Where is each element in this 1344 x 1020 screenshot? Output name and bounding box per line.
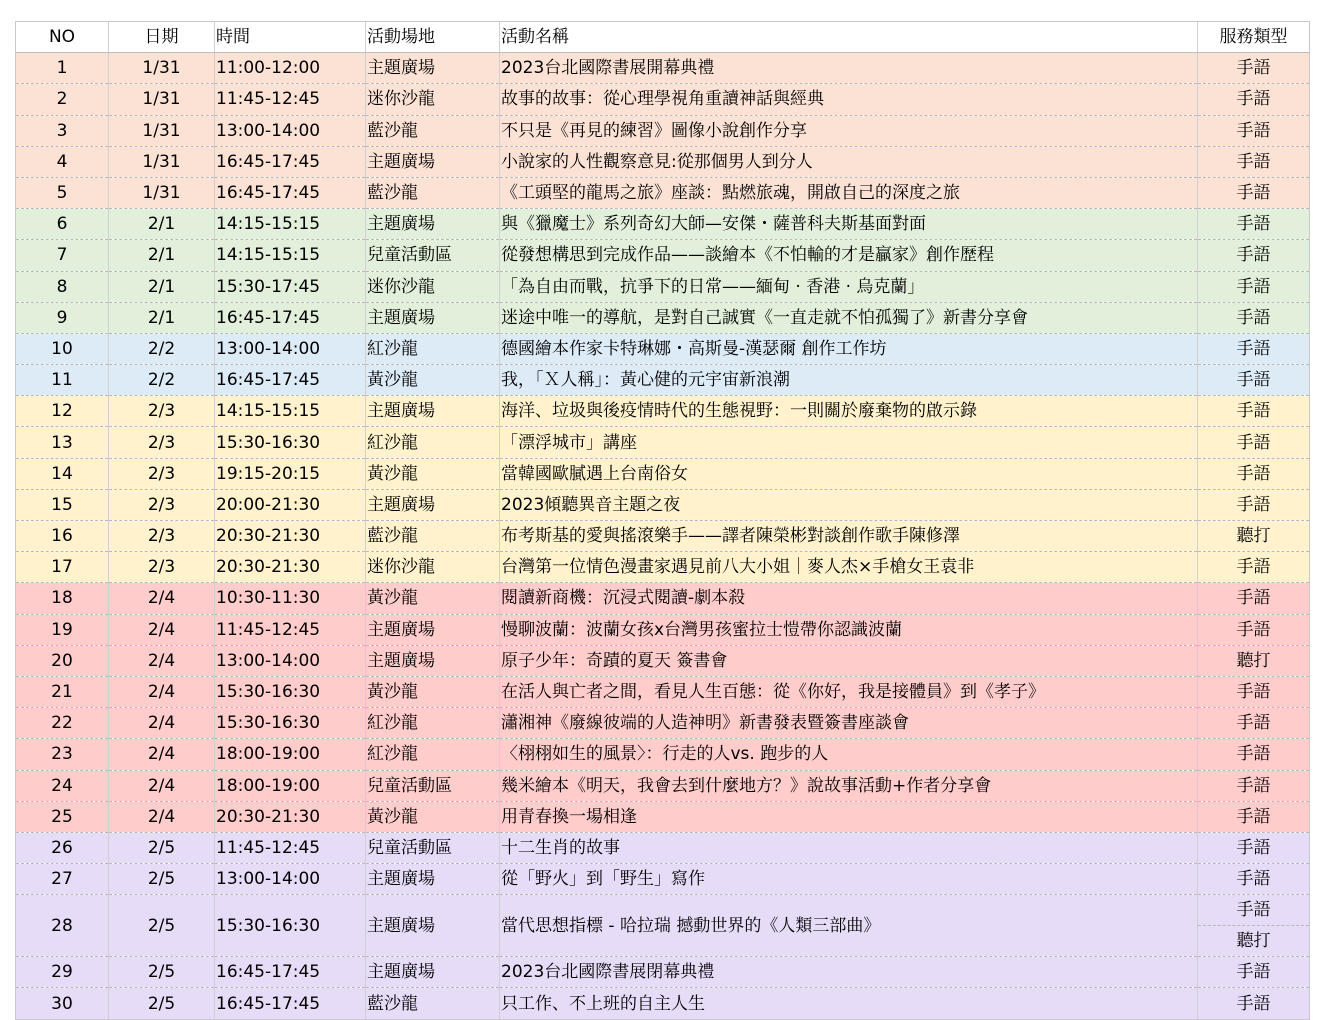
row-no: 12	[16, 396, 109, 427]
row-date: 2/4	[109, 614, 215, 645]
row-service-type: 手語	[1198, 708, 1310, 739]
row-activity-name: 小說家的人性觀察意見:從那個男人到分人	[500, 146, 1198, 177]
row-venue: 主題廣場	[366, 489, 500, 520]
row-venue: 兒童活動區	[366, 240, 500, 271]
row-no: 21	[16, 676, 109, 707]
row-service-type: 手語	[1198, 552, 1310, 583]
row-activity-name: 當韓國歐膩遇上台南俗女	[500, 458, 1198, 489]
row-time: 20:30-21:30	[215, 521, 366, 552]
row-service-type: 手語	[1198, 801, 1310, 832]
row-venue: 藍沙龍	[366, 115, 500, 146]
row-no: 6	[16, 209, 109, 240]
row-service-type: 手語	[1198, 115, 1310, 146]
table-row	[16, 864, 1310, 895]
row-activity-name: 〈栩栩如生的風景〉：行走的人vs. 跑步的人	[500, 739, 1198, 770]
row-time: 10:30-11:30	[215, 583, 366, 614]
table-row	[16, 801, 1310, 832]
row-no: 20	[16, 645, 109, 676]
row-date: 1/31	[109, 53, 215, 84]
row-activity-name: 閱讀新商機：沉浸式閱讀-劇本殺	[500, 583, 1198, 614]
row-date: 2/1	[109, 302, 215, 333]
row-venue: 兒童活動區	[366, 770, 500, 801]
header-no: NO	[16, 22, 109, 53]
table-row	[16, 146, 1310, 177]
row-service-type	[1198, 895, 1310, 957]
row-time: 15:30-16:30	[215, 427, 366, 458]
table-row	[16, 240, 1310, 271]
row-date: 1/31	[109, 177, 215, 208]
row-venue: 藍沙龍	[366, 521, 500, 552]
row-venue: 主題廣場	[366, 957, 500, 988]
row-date: 2/5	[109, 895, 215, 957]
table-row	[16, 396, 1310, 427]
row-date: 1/31	[109, 84, 215, 115]
row-time: 15:30-16:30	[215, 676, 366, 707]
row-activity-name: 原子少年：奇蹟的夏天 簽書會	[500, 645, 1198, 676]
row-time: 14:15-15:15	[215, 240, 366, 271]
header-date: 日期	[109, 22, 215, 53]
row-time: 15:30-17:45	[215, 271, 366, 302]
row-venue: 迷你沙龍	[366, 84, 500, 115]
row-activity-name: 瀟湘神《廢線彼端的人造神明》新書發表暨簽書座談會	[500, 708, 1198, 739]
row-service-type: 手語	[1198, 489, 1310, 520]
row-service-type: 手語	[1198, 53, 1310, 84]
row-date: 2/3	[109, 458, 215, 489]
row-activity-name: 只工作、不上班的自主人生	[500, 988, 1198, 1019]
row-date: 2/4	[109, 801, 215, 832]
row-no: 25	[16, 801, 109, 832]
table-row	[16, 489, 1310, 520]
row-activity-name: 「為自由而戰，抗爭下的日常——緬甸 · 香港 · 烏克蘭」	[500, 271, 1198, 302]
row-no: 30	[16, 988, 109, 1019]
row-date: 2/4	[109, 645, 215, 676]
table-row	[16, 583, 1310, 614]
row-time: 16:45-17:45	[215, 365, 366, 396]
row-activity-name: 台灣第一位情色漫畫家遇見前八大小姐｜麥人杰×手槍女王袁非	[500, 552, 1198, 583]
row-activity-name: 布考斯基的愛與搖滾樂手——譯者陳榮彬對談創作歌手陳修澤	[500, 521, 1198, 552]
row-time: 16:45-17:45	[215, 957, 366, 988]
row-time: 15:30-16:30	[215, 708, 366, 739]
service-type-entry: 聽打	[1236, 931, 1271, 952]
table-row	[16, 770, 1310, 801]
row-venue: 主題廣場	[366, 302, 500, 333]
row-activity-name: 用青春換一場相逢	[500, 801, 1198, 832]
row-time: 20:30-21:30	[215, 801, 366, 832]
row-date: 2/5	[109, 988, 215, 1019]
row-service-type: 手語	[1198, 240, 1310, 271]
row-no: 8	[16, 271, 109, 302]
row-venue: 黃沙龍	[366, 583, 500, 614]
row-date: 2/3	[109, 489, 215, 520]
row-activity-name: 我，「Ｘ人稱」：黃心健的元宇宙新浪潮	[500, 365, 1198, 396]
row-activity-name: 《工頭堅的龍馬之旅》座談：點燃旅魂，開啟自己的深度之旅	[500, 177, 1198, 208]
row-service-type: 手語	[1198, 770, 1310, 801]
table-row	[16, 209, 1310, 240]
row-venue: 主題廣場	[366, 614, 500, 645]
row-date: 1/31	[109, 146, 215, 177]
row-service-type: 手語	[1198, 209, 1310, 240]
row-service-type: 手語	[1198, 676, 1310, 707]
row-venue: 黃沙龍	[366, 676, 500, 707]
row-date: 2/4	[109, 739, 215, 770]
row-service-type: 手語	[1198, 988, 1310, 1019]
row-date: 2/4	[109, 708, 215, 739]
row-date: 1/31	[109, 115, 215, 146]
row-date: 2/5	[109, 957, 215, 988]
row-no: 3	[16, 115, 109, 146]
row-no: 10	[16, 333, 109, 364]
row-no: 15	[16, 489, 109, 520]
row-no: 7	[16, 240, 109, 271]
row-activity-name: 迷途中唯一的導航，是對自己誠實《一直走就不怕孤獨了》新書分享會	[500, 302, 1198, 333]
row-time: 14:15-15:15	[215, 396, 366, 427]
table-row	[16, 458, 1310, 489]
row-no: 9	[16, 302, 109, 333]
table-row	[16, 177, 1310, 208]
row-time: 13:00-14:00	[215, 864, 366, 895]
row-activity-name: 慢聊波蘭：波蘭女孩x台灣男孩蜜拉士愷帶你認識波蘭	[500, 614, 1198, 645]
table-row	[16, 333, 1310, 364]
row-venue: 迷你沙龍	[366, 552, 500, 583]
table-row	[16, 645, 1310, 676]
row-service-type: 聽打	[1198, 645, 1310, 676]
row-service-type: 手語	[1198, 271, 1310, 302]
row-service-type: 手語	[1198, 957, 1310, 988]
row-venue: 藍沙龍	[366, 988, 500, 1019]
row-date: 2/4	[109, 676, 215, 707]
row-time: 11:45-12:45	[215, 614, 366, 645]
table-row	[16, 739, 1310, 770]
row-activity-name: 十二生肖的故事	[500, 832, 1198, 863]
row-no: 1	[16, 53, 109, 84]
row-time: 15:30-16:30	[215, 895, 366, 957]
row-time: 18:00-19:00	[215, 770, 366, 801]
row-service-type: 手語	[1198, 739, 1310, 770]
row-no: 23	[16, 739, 109, 770]
row-venue: 主題廣場	[366, 895, 500, 957]
row-venue: 紅沙龍	[366, 427, 500, 458]
row-no: 26	[16, 832, 109, 863]
row-activity-name: 德國繪本作家卡特琳娜・高斯曼-漢瑟爾 創作工作坊	[500, 333, 1198, 364]
row-date: 2/3	[109, 396, 215, 427]
row-date: 2/2	[109, 365, 215, 396]
row-activity-name: 2023台北國際書展開幕典禮	[500, 53, 1198, 84]
row-date: 2/3	[109, 521, 215, 552]
header-venue: 活動場地	[366, 22, 500, 53]
row-service-type: 手語	[1198, 177, 1310, 208]
row-time: 13:00-14:00	[215, 115, 366, 146]
row-time: 11:00-12:00	[215, 53, 366, 84]
table-row	[16, 988, 1310, 1019]
row-date: 2/4	[109, 770, 215, 801]
row-venue: 主題廣場	[366, 645, 500, 676]
row-activity-name: 不只是《再見的練習》圖像小說創作分享	[500, 115, 1198, 146]
row-venue: 紅沙龍	[366, 708, 500, 739]
row-no: 17	[16, 552, 109, 583]
row-time: 14:15-15:15	[215, 209, 366, 240]
row-no: 19	[16, 614, 109, 645]
row-date: 2/5	[109, 864, 215, 895]
row-date: 2/1	[109, 271, 215, 302]
row-no: 13	[16, 427, 109, 458]
table-row	[16, 614, 1310, 645]
row-no: 16	[16, 521, 109, 552]
row-service-type: 手語	[1198, 302, 1310, 333]
table-row	[16, 832, 1310, 863]
row-venue: 迷你沙龍	[366, 271, 500, 302]
table-body	[16, 53, 1310, 1019]
row-no: 14	[16, 458, 109, 489]
row-time: 16:45-17:45	[215, 177, 366, 208]
table-row	[16, 271, 1310, 302]
header-row	[16, 22, 1310, 53]
table-row	[16, 115, 1310, 146]
header-time: 時間	[215, 22, 366, 53]
row-activity-name: 2023台北國際書展閉幕典禮	[500, 957, 1198, 988]
row-service-type: 手語	[1198, 832, 1310, 863]
row-venue: 黃沙龍	[366, 458, 500, 489]
row-date: 2/1	[109, 240, 215, 271]
row-venue: 主題廣場	[366, 209, 500, 240]
row-service-type: 聽打	[1198, 521, 1310, 552]
table-row	[16, 53, 1310, 84]
row-time: 18:00-19:00	[215, 739, 366, 770]
row-no: 22	[16, 708, 109, 739]
table-row	[16, 957, 1310, 988]
row-service-type: 手語	[1198, 365, 1310, 396]
row-service-type: 手語	[1198, 84, 1310, 115]
row-no: 4	[16, 146, 109, 177]
row-service-type: 手語	[1198, 614, 1310, 645]
header-activity-name: 活動名稱	[500, 22, 1198, 53]
row-service-type: 手語	[1198, 458, 1310, 489]
row-activity-name: 故事的故事：從心理學視角重讀神話與經典	[500, 84, 1198, 115]
row-venue: 主題廣場	[366, 53, 500, 84]
table-row	[16, 708, 1310, 739]
row-activity-name: 幾米繪本《明天，我會去到什麼地方？》說故事活動+作者分享會	[500, 770, 1198, 801]
row-activity-name: 當代思想指標 - 哈拉瑞 撼動世界的《人類三部曲》	[500, 895, 1198, 957]
row-service-type: 手語	[1198, 427, 1310, 458]
row-no: 5	[16, 177, 109, 208]
table-row	[16, 427, 1310, 458]
row-activity-name: 從發想構思到完成作品——談繪本《不怕輸的才是贏家》創作歷程	[500, 240, 1198, 271]
row-no: 11	[16, 365, 109, 396]
row-time: 16:45-17:45	[215, 988, 366, 1019]
row-venue: 黃沙龍	[366, 365, 500, 396]
row-time: 11:45-12:45	[215, 84, 366, 115]
table-row	[16, 676, 1310, 707]
row-service-type: 手語	[1198, 396, 1310, 427]
row-time: 20:00-21:30	[215, 489, 366, 520]
schedule-table	[15, 21, 1310, 1020]
row-activity-name: 「漂浮城市」講座	[500, 427, 1198, 458]
row-date: 2/2	[109, 333, 215, 364]
row-activity-name: 與《獵魔士》系列奇幻大師—安傑・薩普科夫斯基面對面	[500, 209, 1198, 240]
row-time: 19:15-20:15	[215, 458, 366, 489]
row-no: 29	[16, 957, 109, 988]
row-venue: 主題廣場	[366, 864, 500, 895]
service-type-entry: 手語	[1198, 895, 1309, 926]
row-venue: 紅沙龍	[366, 739, 500, 770]
row-time: 20:30-21:30	[215, 552, 366, 583]
row-time: 16:45-17:45	[215, 146, 366, 177]
row-activity-name: 海洋、垃圾與後疫情時代的生態視野：一則關於廢棄物的啟示錄	[500, 396, 1198, 427]
table-row	[16, 521, 1310, 552]
row-date: 2/3	[109, 552, 215, 583]
row-no: 2	[16, 84, 109, 115]
row-date: 2/4	[109, 583, 215, 614]
row-service-type: 手語	[1198, 583, 1310, 614]
table-row	[16, 84, 1310, 115]
row-time: 11:45-12:45	[215, 832, 366, 863]
row-service-type: 手語	[1198, 864, 1310, 895]
row-venue: 黃沙龍	[366, 801, 500, 832]
row-time: 13:00-14:00	[215, 333, 366, 364]
row-time: 13:00-14:00	[215, 645, 366, 676]
row-venue: 兒童活動區	[366, 832, 500, 863]
row-venue: 紅沙龍	[366, 333, 500, 364]
table-row	[16, 552, 1310, 583]
row-date: 2/3	[109, 427, 215, 458]
row-venue: 藍沙龍	[366, 177, 500, 208]
table-row	[16, 895, 1310, 957]
row-no: 24	[16, 770, 109, 801]
header-service-type: 服務類型	[1198, 22, 1310, 53]
row-service-type: 手語	[1198, 333, 1310, 364]
row-date: 2/5	[109, 832, 215, 863]
table-row	[16, 302, 1310, 333]
row-no: 27	[16, 864, 109, 895]
row-activity-name: 2023傾聽異音主題之夜	[500, 489, 1198, 520]
row-service-type: 手語	[1198, 146, 1310, 177]
row-time: 16:45-17:45	[215, 302, 366, 333]
row-date: 2/1	[109, 209, 215, 240]
row-venue: 主題廣場	[366, 146, 500, 177]
row-no: 28	[16, 895, 109, 957]
row-no: 18	[16, 583, 109, 614]
row-activity-name: 在活人與亡者之間，看見人生百態：從《你好，我是接體員》到《孝子》	[500, 676, 1198, 707]
row-activity-name: 從「野火」到「野生」寫作	[500, 864, 1198, 895]
table-row	[16, 365, 1310, 396]
row-venue: 主題廣場	[366, 396, 500, 427]
